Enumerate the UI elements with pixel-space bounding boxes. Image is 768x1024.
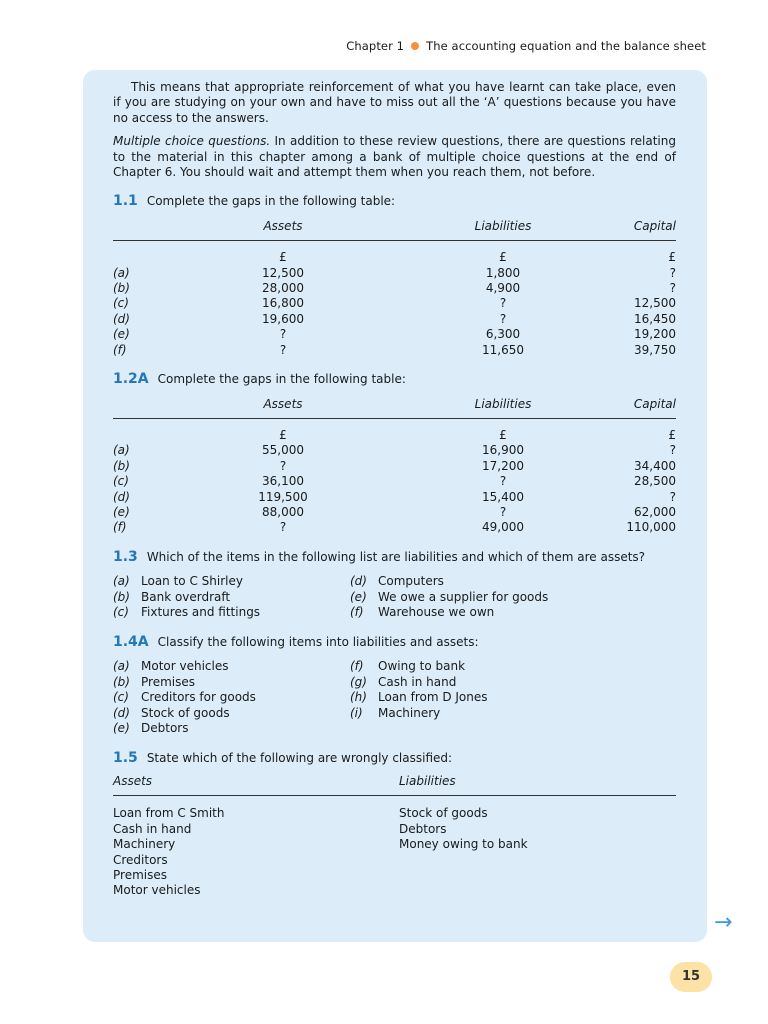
table-row: Premises xyxy=(113,868,167,882)
column-header-assets: Assets xyxy=(223,393,343,419)
table-row: (d) 119,500 15,400 ? xyxy=(113,489,676,504)
unit-cell: £ xyxy=(499,250,507,265)
list-item: (g) Cash in hand xyxy=(350,674,457,689)
table-row: (b) ? 17,200 34,400 xyxy=(113,458,676,473)
question-text: Which of the items in the following list are liabilities and which of them are assets? xyxy=(146,549,646,564)
list-item: (c) Fixtures and fittings xyxy=(113,605,261,620)
table-row: (f) ? 49,000 110,000 xyxy=(113,520,676,535)
question-1-3-heading xyxy=(113,550,676,565)
list-item: (a) Motor vehicles xyxy=(113,659,229,674)
question-number: 1.5 xyxy=(113,749,138,766)
list-item: (c) Creditors for goods xyxy=(113,690,256,705)
unit-cell: £ xyxy=(668,427,676,442)
question-number: 1.4A xyxy=(113,633,149,650)
list-column-right xyxy=(350,574,587,621)
mcq-paragraph xyxy=(113,134,676,180)
bullet-dot-icon xyxy=(411,42,419,50)
list-item: (b) Bank overdraft xyxy=(113,589,231,604)
table-header-row xyxy=(113,215,676,241)
column-header-liabilities: Liabilities xyxy=(399,774,676,796)
chapter-title: The accounting equation and the balance sheet xyxy=(426,39,706,53)
list-column-left xyxy=(113,574,350,621)
table-row: (a) 12,500 1,800 ? xyxy=(113,265,676,280)
column-header-capital: Capital xyxy=(593,393,676,419)
column-header-capital: Capital xyxy=(593,215,676,241)
table-row: (e) 88,000 ? 62,000 xyxy=(113,504,676,519)
table-row: (b) 28,000 4,900 ? xyxy=(113,281,676,296)
page-content xyxy=(113,80,676,899)
unit-row xyxy=(113,418,676,443)
table-row: Motor vehicles xyxy=(113,883,201,898)
intro-paragraph: This means that appropriate reinforcement of what you have learnt can take place, even if you are studying on your own and have to miss out all the ‘A’ questions because you have no access to the answers. xyxy=(113,80,676,125)
list-item: (f) Owing to bank xyxy=(350,659,466,674)
table-row: Creditors xyxy=(113,852,168,867)
question-1-3-list xyxy=(113,574,676,621)
question-1-2a-heading xyxy=(113,372,676,387)
table-header-row xyxy=(113,774,676,796)
table-row: (d) 19,600 ? 16,450 xyxy=(113,311,676,326)
table-row: Loan from C Smith Stock of goods xyxy=(113,806,488,821)
table-header-row xyxy=(113,393,676,419)
column-header-assets: Assets xyxy=(113,774,399,796)
question-number: 1.3 xyxy=(113,548,138,565)
question-number: 1.1 xyxy=(113,193,138,210)
list-item: (e) Debtors xyxy=(113,721,189,736)
table-row: (c) 16,800 ? 12,500 xyxy=(113,296,676,311)
column-header-liabilities: Liabilities xyxy=(343,393,593,419)
column-header-liabilities: Liabilities xyxy=(343,215,593,241)
table-row: Cash in hand Debtors xyxy=(113,821,447,836)
list-item: (d) Computers xyxy=(350,574,444,589)
unit-cell: £ xyxy=(279,427,287,442)
question-text: Classify the following items into liabilities and assets: xyxy=(157,634,479,649)
unit-cell: £ xyxy=(668,250,676,265)
table-row: (a) 55,000 16,900 ? xyxy=(113,443,676,458)
running-header xyxy=(346,39,706,53)
list-column-left xyxy=(113,659,350,737)
list-item: (e) We owe a supplier for goods xyxy=(350,589,549,604)
question-text: Complete the gaps in the following table: xyxy=(146,194,396,209)
mcq-text: In addition to these review questions, there are questions relating to the material in this chapter among a bank of multiple choice questions at the end of Chapter 6. You should wait and attempt them when you reach them, not before. xyxy=(113,134,676,180)
question-1-2a-table xyxy=(113,393,676,536)
table-row: (e) ? 6,300 19,200 xyxy=(113,327,676,342)
column-header-assets: Assets xyxy=(223,215,343,241)
page-number: 15 xyxy=(670,962,712,992)
mcq-label: Multiple choice questions. xyxy=(113,134,271,149)
unit-row xyxy=(113,241,676,266)
list-column-right xyxy=(350,659,587,737)
unit-cell: £ xyxy=(499,427,507,442)
question-1-4a-heading xyxy=(113,635,676,650)
question-1-5-table xyxy=(113,774,676,899)
list-item: (f) Warehouse we own xyxy=(350,605,495,620)
table-row: Machinery Money owing to bank xyxy=(113,837,528,852)
question-1-5-heading xyxy=(113,751,676,766)
table-row: (c) 36,100 ? 28,500 xyxy=(113,474,676,489)
chapter-label: Chapter 1 xyxy=(346,39,405,53)
list-item: (b) Premises xyxy=(113,674,195,689)
question-text: Complete the gaps in the following table: xyxy=(157,372,406,387)
question-1-1-table xyxy=(113,215,676,358)
list-item: (a) Loan to C Shirley xyxy=(113,574,243,589)
arrow-right-icon[interactable]: → xyxy=(714,910,733,935)
table-row: (f) ? 11,650 39,750 xyxy=(113,342,676,357)
list-item: (i) Machinery xyxy=(350,705,441,720)
question-text: State which of the following are wrongly classified: xyxy=(146,750,453,765)
list-item: (d) Stock of goods xyxy=(113,705,230,720)
question-1-1-heading xyxy=(113,194,676,209)
question-number: 1.2A xyxy=(113,371,149,388)
question-1-4a-list xyxy=(113,659,676,737)
unit-cell: £ xyxy=(279,250,287,265)
list-item: (h) Loan from D Jones xyxy=(350,690,488,705)
